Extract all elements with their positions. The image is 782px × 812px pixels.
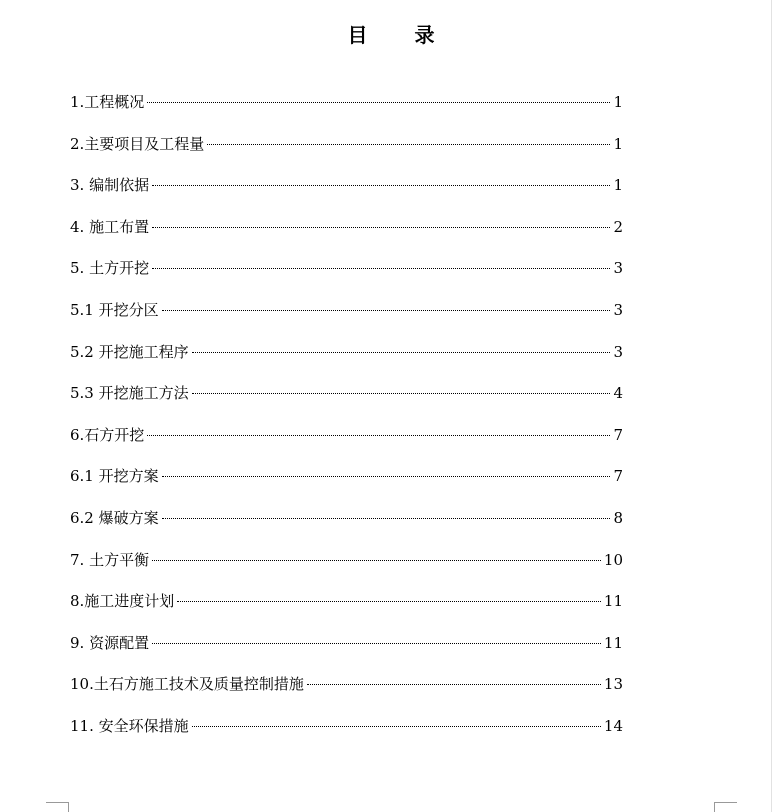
- toc-entry-label: 9. 资源配置: [70, 633, 150, 652]
- toc-entry-page: 2: [613, 217, 623, 236]
- toc-entry[interactable]: [70, 549, 623, 591]
- toc-entry-page: 3: [613, 300, 623, 319]
- toc-entry-page: 1: [613, 176, 623, 195]
- toc-entry-page: 11: [603, 592, 623, 611]
- toc-entry-page: 1: [613, 134, 623, 153]
- toc-dot-leader: [192, 726, 601, 727]
- toc-entry[interactable]: [70, 299, 623, 341]
- toc-entry-label: 5. 土方开挖: [70, 259, 150, 278]
- toc-dot-leader: [192, 352, 611, 353]
- toc-dot-leader: [192, 393, 611, 394]
- toc-entry-page: 3: [613, 259, 623, 278]
- toc-entry-page: 1: [613, 93, 623, 111]
- toc-dot-leader: [207, 144, 610, 145]
- toc-entry[interactable]: [70, 174, 623, 216]
- toc-dot-leader: [162, 476, 611, 477]
- toc-entry[interactable]: [70, 465, 623, 507]
- toc-entry-label: 6.2 爆破方案: [70, 508, 159, 527]
- toc-entry[interactable]: [70, 632, 623, 674]
- toc-entry-label: 1.工程概况: [70, 93, 145, 111]
- toc-entry-page: 7: [613, 467, 623, 486]
- toc-entry-label: 11. 安全环保措施: [70, 716, 189, 735]
- toc-entry-page: 10: [603, 550, 623, 569]
- toc-dot-leader: [152, 185, 610, 186]
- toc-entry-page: 3: [613, 342, 623, 361]
- toc-entry-label: 4. 施工布置: [70, 217, 150, 236]
- toc-entry[interactable]: [70, 382, 623, 424]
- toc-entry-page: 11: [603, 633, 623, 652]
- toc-dot-leader: [152, 560, 601, 561]
- toc-entry[interactable]: [70, 216, 623, 258]
- crop-mark-right: [714, 802, 737, 812]
- toc-entry[interactable]: [70, 257, 623, 299]
- toc-entry-label: 5.1 开挖分区: [70, 300, 159, 319]
- toc-entry-label: 10.土石方施工技术及质量控制措施: [70, 675, 304, 694]
- toc-entry-label: 5.2 开挖施工程序: [70, 342, 189, 361]
- toc-dot-leader: [162, 518, 611, 519]
- toc-entry[interactable]: [70, 507, 623, 549]
- toc-entry[interactable]: [70, 91, 623, 133]
- toc-entry-label: 7. 土方平衡: [70, 550, 150, 569]
- crop-mark-left: [46, 802, 69, 812]
- table-of-contents: [70, 91, 623, 757]
- toc-entry[interactable]: [70, 424, 623, 466]
- toc-entry-page: 14: [603, 716, 623, 735]
- toc-dot-leader: [152, 268, 610, 269]
- toc-entry-page: 13: [603, 675, 623, 694]
- toc-dot-leader: [152, 643, 601, 644]
- toc-entry-label: 8.施工进度计划: [70, 592, 175, 611]
- toc-entry-page: 4: [613, 384, 623, 403]
- toc-entry[interactable]: [70, 133, 623, 175]
- toc-entry[interactable]: [70, 341, 623, 383]
- toc-entry[interactable]: [70, 715, 623, 757]
- toc-entry-page: 7: [613, 425, 623, 444]
- toc-entry-label: 6.1 开挖方案: [70, 467, 159, 486]
- toc-dot-leader: [152, 227, 610, 228]
- toc-entry[interactable]: [70, 590, 623, 632]
- toc-title: 目 录: [347, 23, 455, 48]
- toc-entry-label: 5.3 开挖施工方法: [70, 384, 189, 403]
- toc-dot-leader: [147, 435, 610, 436]
- toc-dot-leader: [162, 310, 611, 311]
- page-edge: [771, 0, 772, 812]
- toc-entry-label: 2.主要项目及工程量: [70, 134, 205, 153]
- toc-dot-leader: [147, 102, 610, 103]
- toc-dot-leader: [177, 601, 601, 602]
- toc-entry-label: 3. 编制依据: [70, 176, 150, 195]
- toc-entry[interactable]: [70, 673, 623, 715]
- toc-entry-label: 6.石方开挖: [70, 425, 145, 444]
- toc-entry-page: 8: [613, 508, 623, 527]
- toc-dot-leader: [307, 684, 601, 685]
